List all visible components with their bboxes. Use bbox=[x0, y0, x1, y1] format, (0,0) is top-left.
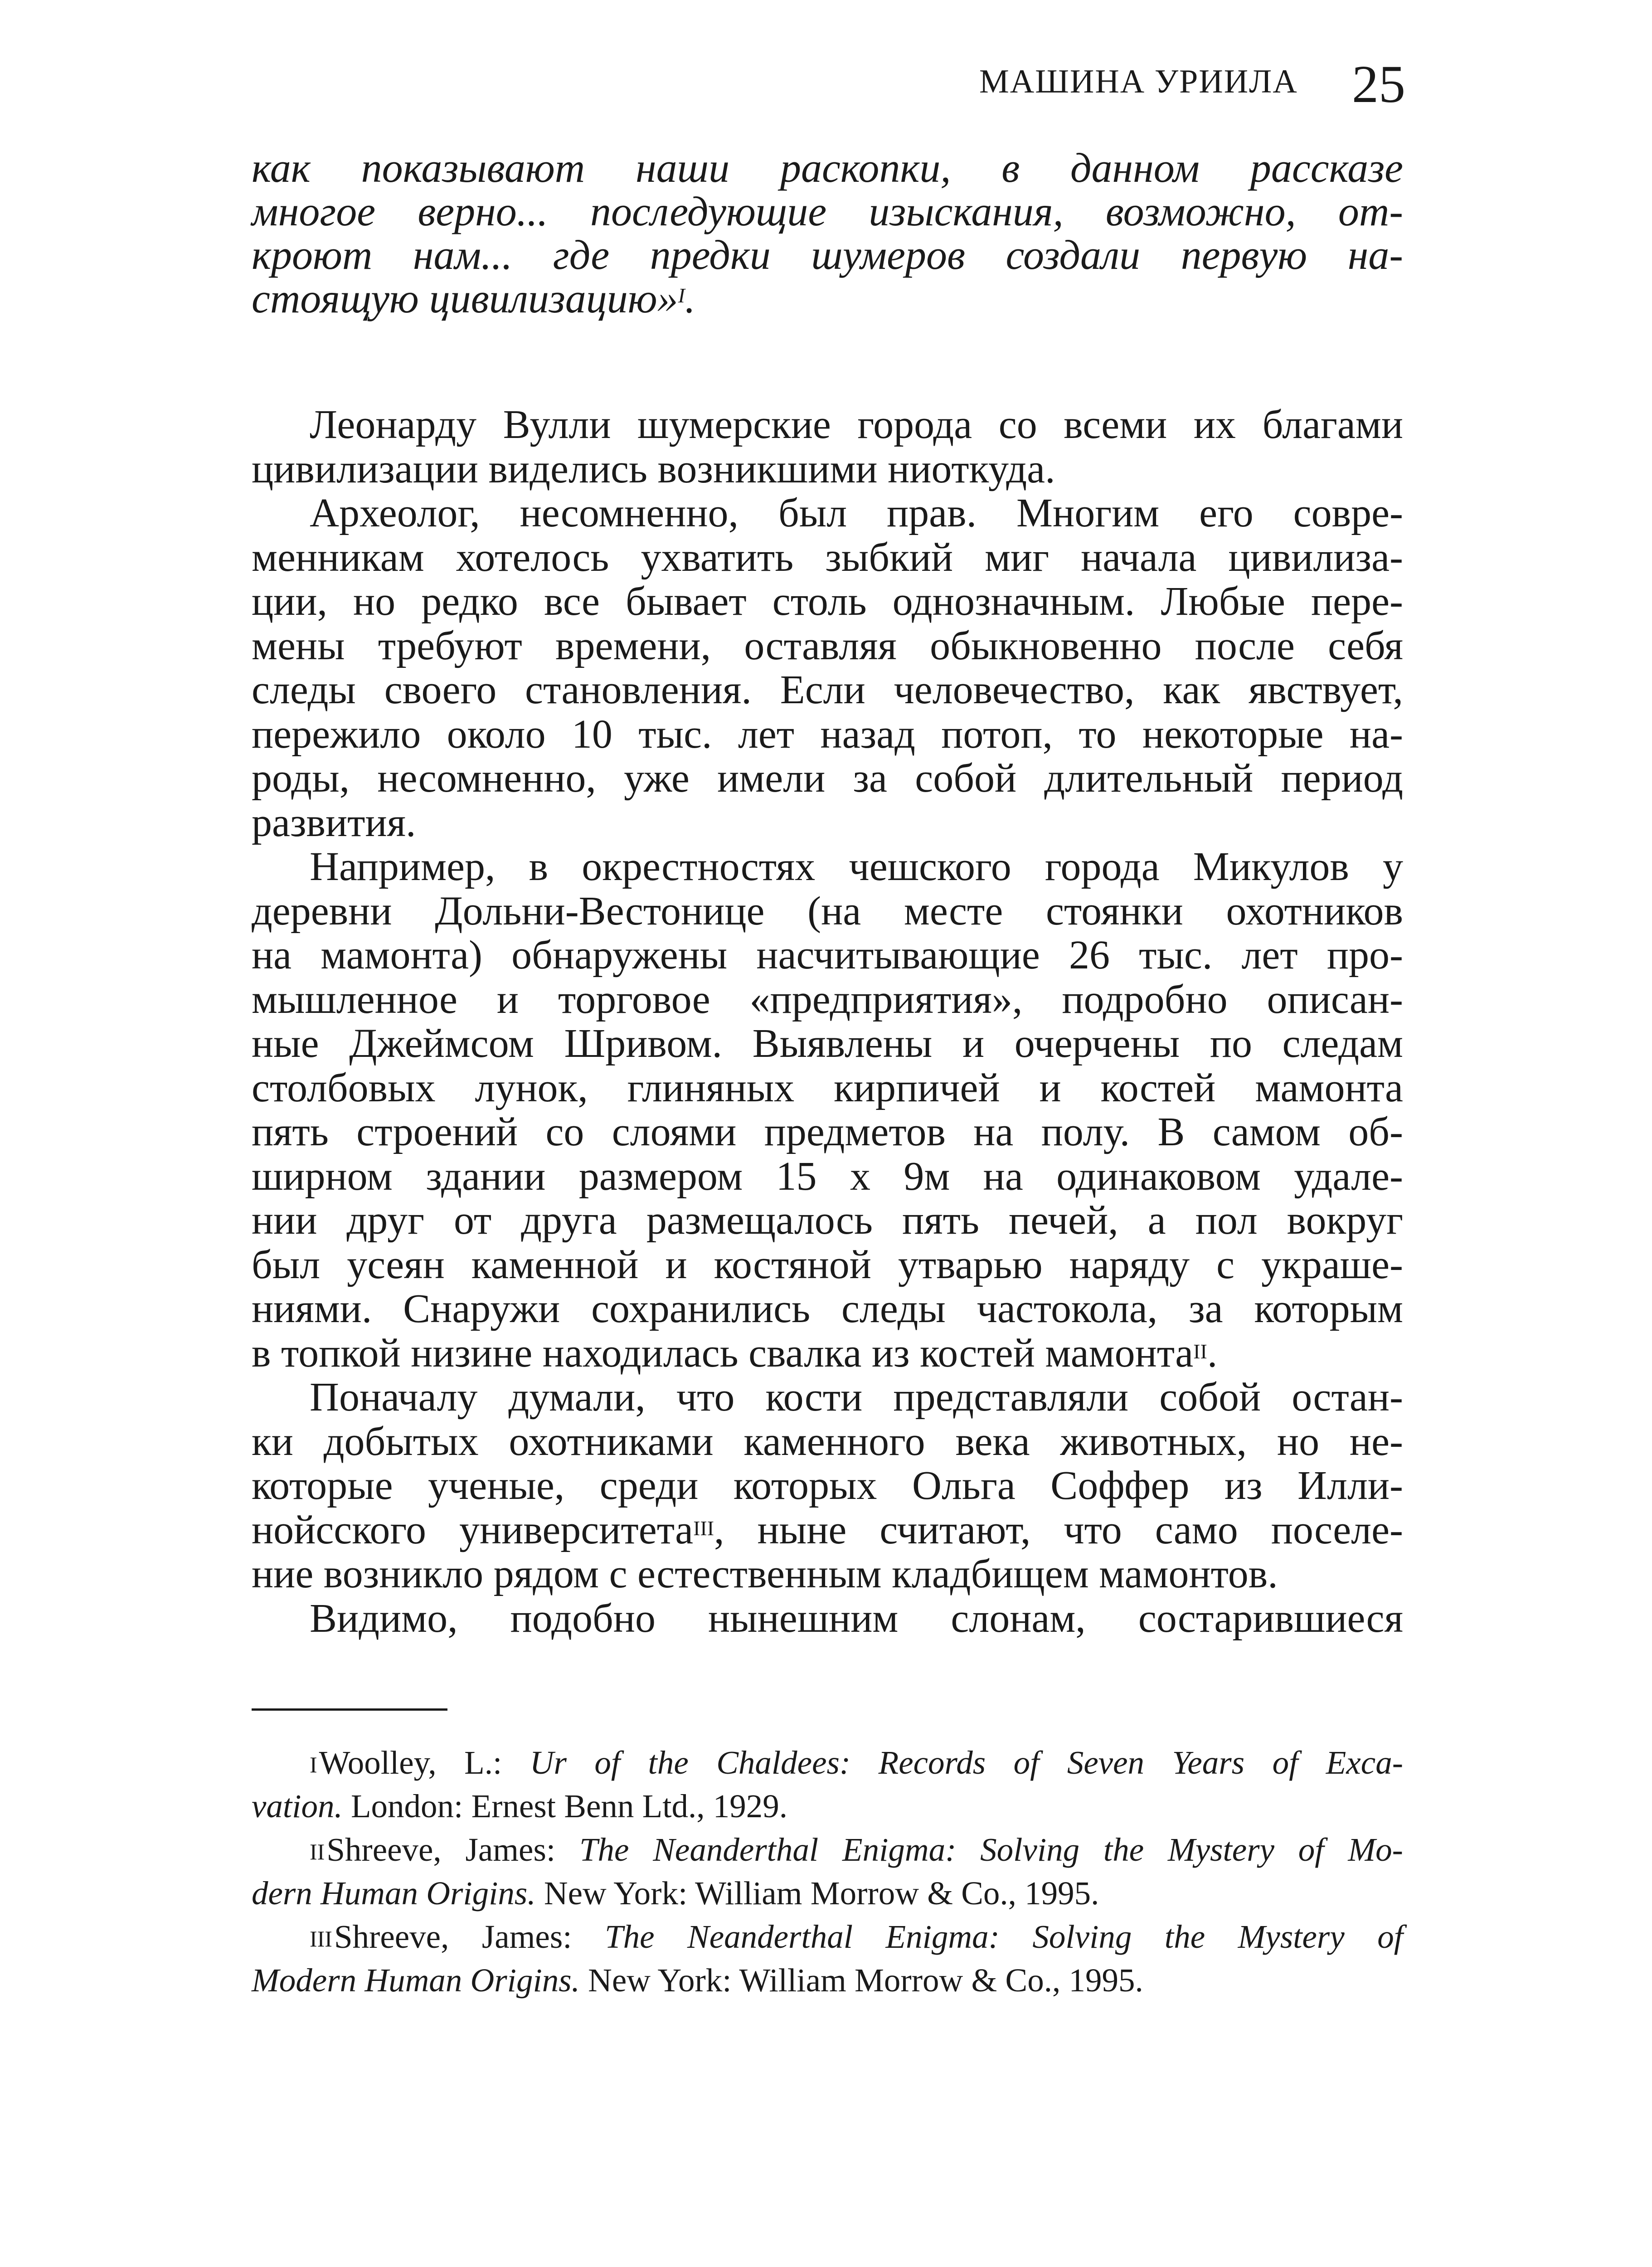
footnote-number: III bbox=[310, 1926, 332, 1951]
paragraph-line: Леонарду Вулли шумерские города со всеми их благами bbox=[310, 402, 1403, 447]
paragraph-line: Археолог, несомненно, был прав. Многим его совре- bbox=[310, 491, 1403, 535]
page-number: 25 bbox=[1352, 54, 1405, 114]
paragraph-line: нии друг от друга размещалось пять печей, а пол вокруг bbox=[252, 1198, 1403, 1243]
paragraph-line: роды, несомненно, уже имели за собой длительный период bbox=[252, 756, 1403, 801]
paragraph-line: Поначалу думали, что кости представляли собой остан- bbox=[310, 1375, 1403, 1420]
paragraph-line: в топкой низине находилась свалка из костей мамонта$^{II}$. bbox=[252, 1330, 1218, 1376]
paragraph-line: менникам хотелось ухватить зыбкий миг начала цивилиза- bbox=[252, 535, 1403, 580]
footnote-line: dern Human Origins. New York: William Morrow & Co., 1995. bbox=[252, 1875, 1099, 1912]
quote-line: как показывают наши раскопки, в данном рассказе bbox=[252, 145, 1403, 191]
footnote-line: $^I$Woolley, L.: Ur of the Chaldees: Records of Seven Years of Exca- bbox=[310, 1744, 1404, 1781]
footnote-line: $^{III}$Shreeve, James: The Neanderthal Enigma: Solving the Mystery of bbox=[310, 1918, 1404, 1955]
footnote-divider bbox=[252, 1708, 447, 1711]
paragraph-line: деревни Дольни-Вестонице (на месте стоянки охотников bbox=[252, 888, 1403, 934]
running-head bbox=[979, 54, 1405, 112]
footnotes bbox=[252, 1741, 1403, 2002]
footnote-number: I bbox=[310, 1752, 317, 1777]
quote-line: многое верно... последующие изыскания, возможно, от- bbox=[252, 188, 1403, 234]
paragraph-line: цивилизации виделись возникшими ниоткуда. bbox=[252, 446, 1055, 491]
paragraph-line: на мамонта) обнаружены насчитывающие 26 тыс. лет про- bbox=[252, 933, 1403, 978]
paragraph-line: нойсского университета$^{III}$, ныне считают, что само поселе- bbox=[252, 1507, 1403, 1552]
quote-line: кроют нам... где предки шумеров создали первую на- bbox=[252, 232, 1403, 278]
paragraph-line: развития. bbox=[252, 800, 416, 845]
paragraph-line: ниями. Снаружи сохранились следы частокола, за которым bbox=[252, 1286, 1403, 1331]
quote-block bbox=[252, 146, 1403, 320]
paragraph-line: следы своего становления. Если человечество, как явствует, bbox=[252, 667, 1403, 712]
footnote-ref: II bbox=[1193, 1339, 1207, 1363]
body-text bbox=[252, 403, 1403, 1640]
paragraph-line: мышленное и торговое «предприятия», подробно описан- bbox=[252, 977, 1403, 1022]
paragraph-line: пять строений со слоями предметов на полу. В самом об- bbox=[252, 1109, 1403, 1154]
running-title: МАШИНА УРИИЛА bbox=[979, 63, 1298, 100]
footnote-line: $^{II}$Shreeve, James: The Neanderthal Enigma: Solving the Mystery of Mo- bbox=[310, 1831, 1403, 1868]
paragraph-line: которые ученые, среди которых Ольга Соффер из Илли- bbox=[252, 1463, 1403, 1508]
paragraph-line: Например, в окрестностях чешского города Микулов у bbox=[310, 844, 1403, 889]
quote-line: стоящую цивилизацию»$^I$. bbox=[252, 275, 695, 321]
paragraph-line: ширном здании размером 15 х 9м на одинаковом удале- bbox=[252, 1153, 1403, 1199]
paragraph-line: ки добытых охотниками каменного века животных, но не- bbox=[252, 1419, 1403, 1464]
paragraph-line: ные Джеймсом Шривом. Выявлены и очерчены по следам bbox=[252, 1021, 1403, 1066]
paragraph-line: пережило около 10 тыс. лет назад потоп, то некоторые на- bbox=[252, 711, 1403, 757]
paragraph-line: был усеян каменной и костяной утварью наряду с украше- bbox=[252, 1242, 1403, 1287]
paragraph-line: мены требуют времени, оставляя обыкновенно после себя bbox=[252, 623, 1403, 668]
footnote-ref: III bbox=[693, 1516, 714, 1540]
paragraph-line: ции, но редко все бывает столь однозначным. Любые пере- bbox=[252, 579, 1403, 624]
footnote-line: vation. London: Ernest Benn Ltd., 1929. bbox=[252, 1788, 788, 1824]
paragraph-line: ние возникло рядом с естественным кладбищем мамонтов. bbox=[252, 1552, 1278, 1596]
footnote-number: II bbox=[310, 1839, 325, 1864]
paragraph-line: Видимо, подобно нынешним слонам, состарившиеся bbox=[310, 1596, 1403, 1641]
footnote-ref: I bbox=[678, 284, 685, 307]
footnote-line: Modern Human Origins. New York: William Morrow & Co., 1995. bbox=[252, 1962, 1143, 1999]
paragraph-line: столбовых лунок, глиняных кирпичей и костей мамонта bbox=[252, 1065, 1403, 1110]
